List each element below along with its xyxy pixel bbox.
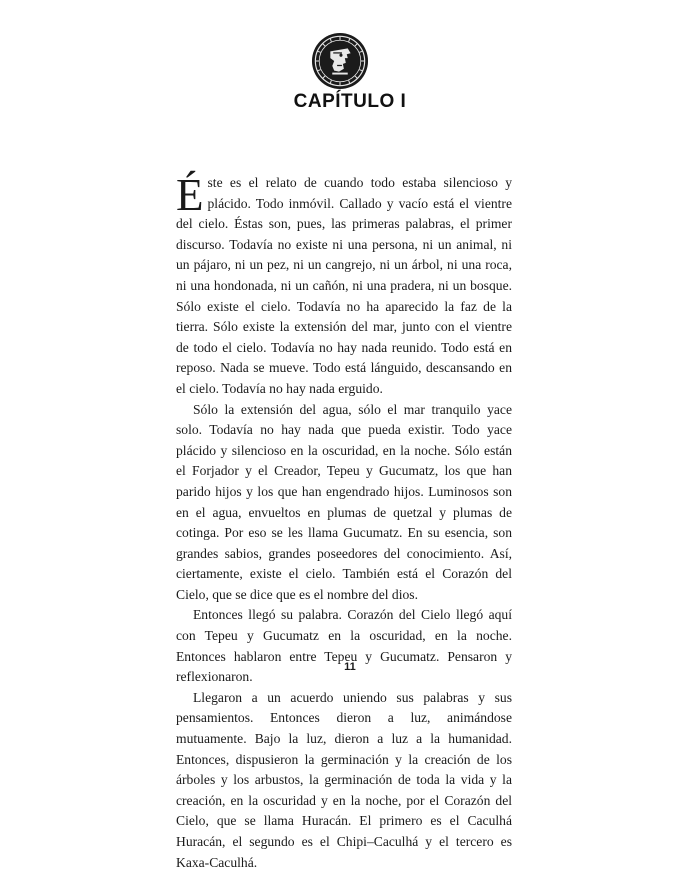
paragraph-1-text: ste es el relato de cuando todo estaba silencioso y plácido. Todo inmóvil. Callado y vacío está el vientre del cielo. Éstas son, pues, las primeras palabras, el primer discurso. Todavía no existe ni una persona, ni un animal, ni un pájaro, ni un pez, ni un cangrejo, ni un árbol, ni una roca, ni una hondonada, ni un cañón, ni una pradera, ni un bosque. Sólo existe el cielo. Todavía no ha aparecido la faz de la tierra. Sólo existe la extensión del mar, junto con el vientre de todo el cielo. Todavía no hay nada reunido. Todo está en reposo. Nada se mueve. Todo está lánguido, descansando en el cielo. Todavía no hay nada erguido. [176, 175, 512, 396]
chapter-title: CAPÍTULO I [293, 91, 407, 112]
page-number: 11 [344, 661, 356, 673]
paragraph-1 [176, 170, 512, 400]
paragraph-3: Entonces llegó su palabra. Corazón del Cielo llegó aquí con Tepeu y Gucumatz en la oscuridad, en la noche. Entonces hablaron entre Tepeu y Gucumatz. Pensaron y reflexionaron. [176, 607, 512, 685]
mayan-glyph-emblem-icon [311, 32, 369, 90]
body-text [176, 170, 512, 873]
drop-cap: É [176, 170, 204, 220]
paragraph-4: Llegaron a un acuerdo uniendo sus palabras y sus pensamientos. Entonces dieron a luz, animándose mutuamente. Bajo la luz, dieron a luz a la humanidad. Entonces, dispusieron la germinación y la creación de los árboles y los arbustos, la germinación de toda la vida y la creación, en la oscuridad y en la noche, por el Corazón del Cielo, que se llama Huracán. El primero es el Caculhá Huracán, el segundo es el Chipi–Caculhá y el tercero es Kaxa-Caculhá. [176, 689, 512, 870]
paragraph-2: Sólo la extensión del agua, sólo el mar tranquilo yace solo. Todavía no hay nada que pueda existir. Todo yace plácido y silencioso en la oscuridad, en la noche. Sólo están el Forjador y el Creador, Tepeu y Gucumatz, los que han parido hijos y los que han engendrado hijos. Luminosos son en el agua, envueltos en plumas de quetzal y plumas de cotinga. Por eso se les llama Gucumatz. En su esencia, son grandes sabios, grandes poseedores del conocimiento. Así, ciertamente, existe el cielo. También está el Corazón del Cielo, que se dice que es el nombre del dios. [176, 401, 512, 602]
